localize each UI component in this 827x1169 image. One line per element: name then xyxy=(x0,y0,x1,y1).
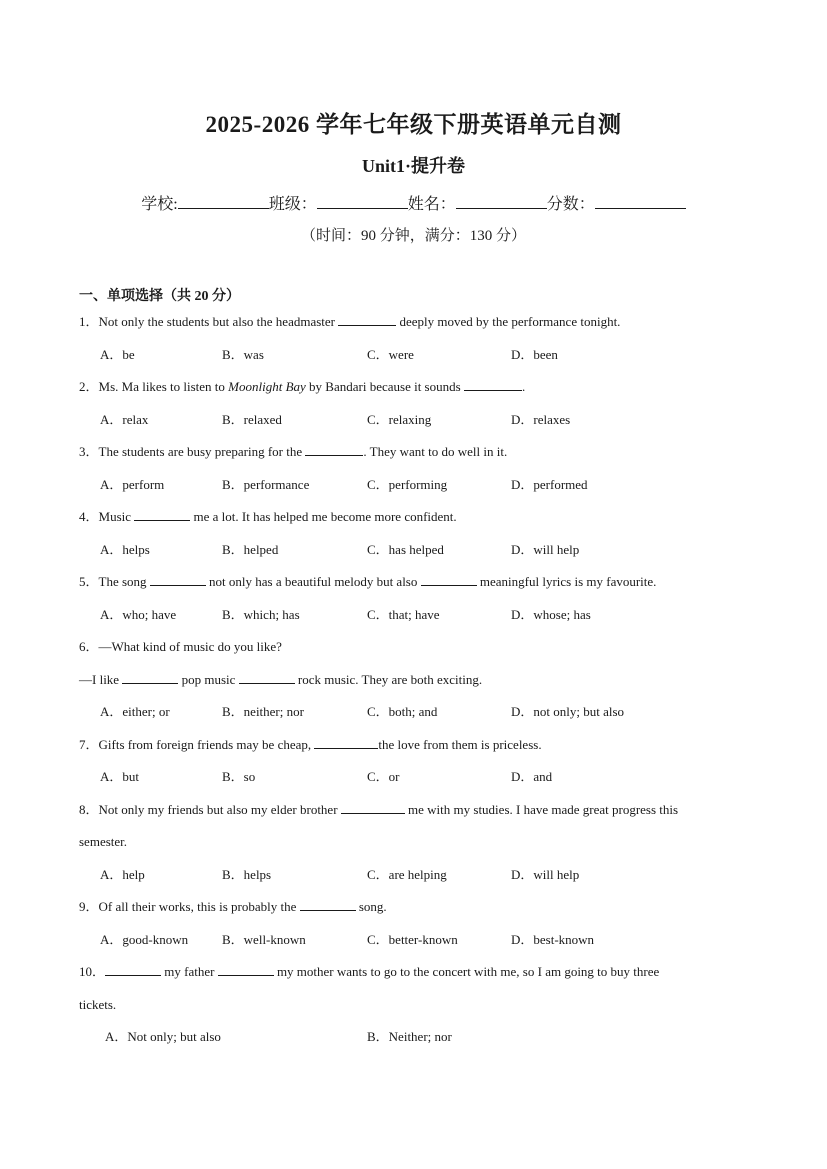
question-text: Not only my friends but also my elder brother xyxy=(98,802,338,817)
question-text: my mother wants to go to the concert with me, so I am going to buy three xyxy=(276,964,660,979)
page-subtitle: Unit1·提升卷 xyxy=(361,156,465,176)
option-d[interactable]: D．and xyxy=(511,769,553,784)
question-text: deeply moved by the performance tonight. xyxy=(399,314,621,329)
option-a[interactable]: A．be xyxy=(100,347,135,362)
question-text: . xyxy=(521,379,526,394)
question-text: Music xyxy=(98,509,132,524)
question-text: The students are busy preparing for the xyxy=(98,444,303,459)
question-number: 10． xyxy=(79,964,106,979)
answer-blank[interactable] xyxy=(300,899,356,911)
question-7 xyxy=(79,736,542,754)
option-c[interactable]: C．better-known xyxy=(367,932,458,947)
answer-blank[interactable] xyxy=(314,737,378,749)
option-b[interactable]: B．was xyxy=(222,347,264,362)
answer-blank[interactable] xyxy=(305,444,363,456)
option-c[interactable]: C．were xyxy=(367,347,414,362)
answer-blank[interactable] xyxy=(150,574,206,586)
option-b[interactable]: B．well-known xyxy=(222,932,306,947)
option-d[interactable]: D．will help xyxy=(511,542,580,557)
option-c[interactable]: C．relaxing xyxy=(367,412,432,427)
question-text: meaningful lyrics is my favourite. xyxy=(479,574,657,589)
question-number: 7． xyxy=(79,737,99,752)
question-2 xyxy=(79,378,525,396)
question-10-cont: tickets. xyxy=(79,997,117,1012)
option-a[interactable]: A．but xyxy=(100,769,140,784)
option-b[interactable]: B．neither; nor xyxy=(222,704,304,719)
question-text: —I like xyxy=(79,672,120,687)
question-9 xyxy=(79,898,387,916)
question-number: 1． xyxy=(79,314,99,329)
question-text: not only has a beautiful melody but also xyxy=(209,574,418,589)
name-label: 姓名： xyxy=(407,196,456,213)
option-b[interactable]: B．Neither; nor xyxy=(367,1029,452,1044)
question-8-cont: semester. xyxy=(79,834,128,849)
answer-blank[interactable] xyxy=(134,509,190,521)
score-label: 分数： xyxy=(546,196,595,213)
question-text: Not only the students but also the headmaster xyxy=(98,314,335,329)
question-5 xyxy=(79,573,656,591)
question-number: 4． xyxy=(79,509,99,524)
option-d[interactable]: D．been xyxy=(511,347,558,362)
question-6 xyxy=(79,638,282,656)
option-c[interactable]: C．or xyxy=(367,769,400,784)
question-number: 5． xyxy=(79,574,99,589)
question-3 xyxy=(79,443,507,461)
option-a[interactable]: A．Not only; but also xyxy=(105,1029,221,1044)
option-b[interactable]: B．helps xyxy=(222,867,272,882)
option-a[interactable]: A．relax xyxy=(100,412,149,427)
option-d[interactable]: D．performed xyxy=(511,477,588,492)
answer-blank[interactable] xyxy=(464,379,522,391)
option-a[interactable]: A．help xyxy=(100,867,145,882)
answer-blank[interactable] xyxy=(122,672,178,684)
option-c[interactable]: C．that; have xyxy=(367,607,440,622)
option-b[interactable]: B．relaxed xyxy=(222,412,282,427)
answer-blank[interactable] xyxy=(338,314,396,326)
question-text: my father xyxy=(164,964,215,979)
answer-blank[interactable] xyxy=(239,672,295,684)
score-field[interactable] xyxy=(595,194,686,209)
answer-blank[interactable] xyxy=(105,964,161,976)
song-title: Moonlight Bay xyxy=(228,379,306,394)
question-text: song. xyxy=(358,899,387,914)
option-b[interactable]: B．which; has xyxy=(222,607,300,622)
answer-blank[interactable] xyxy=(341,802,405,814)
option-a[interactable]: A．either; or xyxy=(100,704,170,719)
option-d[interactable]: D．will help xyxy=(511,867,580,882)
name-field[interactable] xyxy=(456,194,547,209)
question-1 xyxy=(79,313,620,331)
option-d[interactable]: D．best-known xyxy=(511,932,595,947)
option-d[interactable]: D．not only; but also xyxy=(511,704,625,719)
question-text: —What kind of music do you like? xyxy=(98,639,282,654)
option-a[interactable]: A．good-known xyxy=(100,932,189,947)
student-info-line xyxy=(0,191,827,214)
page-title: 2025-2026 学年七年级下册英语单元自测 xyxy=(205,112,622,137)
option-d[interactable]: D．whose; has xyxy=(511,607,591,622)
question-text: The song xyxy=(98,574,147,589)
option-c[interactable]: C．are helping xyxy=(367,867,447,882)
question-text: by Bandari because it sounds xyxy=(309,379,461,394)
question-text: Of all their works, this is probably the xyxy=(98,899,297,914)
question-number: 2． xyxy=(79,379,99,394)
school-field[interactable] xyxy=(178,194,269,209)
section-title: 一、单项选择（共 20 分） xyxy=(79,289,240,304)
option-d[interactable]: D．relaxes xyxy=(511,412,571,427)
option-b[interactable]: B．performance xyxy=(222,477,310,492)
question-text: Ms. Ma likes to listen to xyxy=(98,379,225,394)
answer-blank[interactable] xyxy=(421,574,477,586)
question-text: rock music. They are both exciting. xyxy=(297,672,483,687)
question-number: 8． xyxy=(79,802,99,817)
option-c[interactable]: C．both; and xyxy=(367,704,438,719)
question-number: 3． xyxy=(79,444,99,459)
question-4 xyxy=(79,508,457,526)
option-a[interactable]: A．who; have xyxy=(100,607,177,622)
question-6-reply xyxy=(79,671,482,689)
answer-blank[interactable] xyxy=(218,964,274,976)
class-label: 班级： xyxy=(268,196,317,213)
question-number: 6． xyxy=(79,639,99,654)
option-a[interactable]: A．helps xyxy=(100,542,150,557)
question-text: Gifts from foreign friends may be cheap, xyxy=(98,737,312,752)
question-8 xyxy=(79,801,678,819)
class-field[interactable] xyxy=(317,194,408,209)
school-label: 学校: xyxy=(141,196,178,213)
question-text: the love from them is priceless. xyxy=(378,737,542,752)
option-b[interactable]: B．so xyxy=(222,769,256,784)
question-number: 9． xyxy=(79,899,99,914)
question-10 xyxy=(79,963,659,981)
option-a[interactable]: A．perform xyxy=(100,477,165,492)
option-c[interactable]: C．performing xyxy=(367,477,448,492)
question-text: me with my studies. I have made great progress this xyxy=(408,802,679,817)
question-text: me a lot. It has helped me become more confident. xyxy=(193,509,457,524)
question-text: pop music xyxy=(181,672,236,687)
time-info: （时间：90 分钟，满分：130 分） xyxy=(300,228,526,244)
option-c[interactable]: C．has helped xyxy=(367,542,444,557)
option-b[interactable]: B．helped xyxy=(222,542,279,557)
question-text: . They want to do well in it. xyxy=(363,444,508,459)
